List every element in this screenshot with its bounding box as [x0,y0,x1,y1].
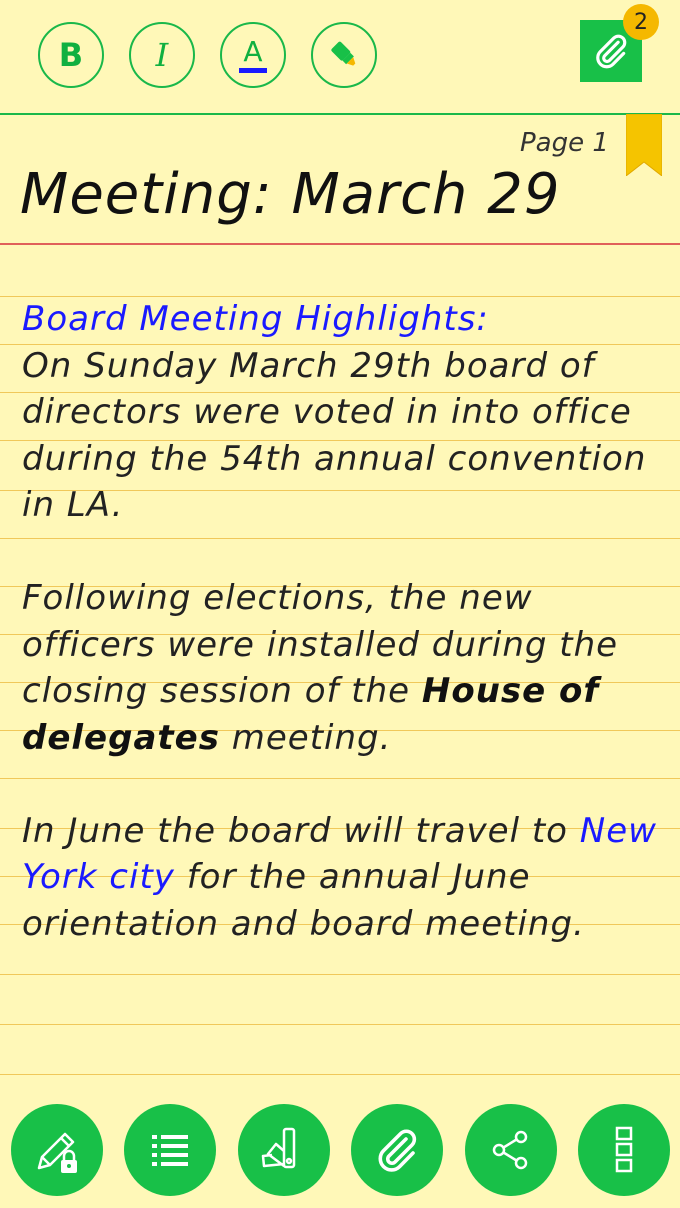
highlighter-button[interactable] [311,22,377,88]
page-number: Page 1 [520,128,609,158]
share-button[interactable] [465,1104,557,1196]
note-paragraph-2 [22,575,672,761]
bookmark-icon[interactable] [626,114,662,176]
toolbar-divider [0,113,680,115]
bold-icon: B [58,36,84,74]
blue-text: New York city [22,810,657,897]
paragraph-2-text: Following elections, the new officers were installed during the closing session of the [22,578,619,711]
color-palette-button[interactable] [238,1104,330,1196]
format-toolbar [0,0,680,114]
italic-button[interactable] [129,22,195,88]
ruled-line [0,1074,680,1075]
bold-button[interactable] [38,22,104,88]
font-color-button[interactable] [220,22,286,88]
bottom-action-bar [0,1104,680,1200]
share-icon [488,1127,534,1173]
font-color-underline [239,68,267,73]
font-color-icon: A [243,34,263,68]
note-heading: Board Meeting Highlights: [22,299,489,339]
more-button[interactable] [578,1104,670,1196]
attachment-count-badge: 2 [623,4,659,40]
paragraph-2-end: meeting. [219,717,392,758]
note-paragraph-3 [22,808,672,948]
paperclip-icon [592,32,630,70]
italic-icon: I [155,36,169,74]
bold-text: House of delegates [22,671,600,758]
paragraph-3-text: In June the board will travel to [22,810,580,851]
note-title[interactable]: Meeting: March 29 [20,162,561,227]
note-body[interactable] [22,296,672,947]
list-icon [148,1128,192,1172]
ruled-line [0,974,680,975]
highlighter-icon [327,38,361,72]
list-button[interactable] [124,1104,216,1196]
palette-icon [258,1124,310,1176]
note-paragraph-1: On Sunday March 29th board of directors were voted in into office during the 54th annual convention in LA. [22,345,647,525]
edit-lock-button[interactable] [11,1104,103,1196]
blank-line [22,761,672,808]
attach-icon [373,1126,421,1174]
title-divider [0,243,680,245]
attach-button[interactable] [351,1104,443,1196]
edit-lock-icon [29,1122,85,1178]
paragraph-3-end: for the annual June orientation and board meeting. [22,857,585,944]
more-icon [604,1124,644,1176]
blank-line [22,529,672,576]
ruled-line [0,1024,680,1025]
